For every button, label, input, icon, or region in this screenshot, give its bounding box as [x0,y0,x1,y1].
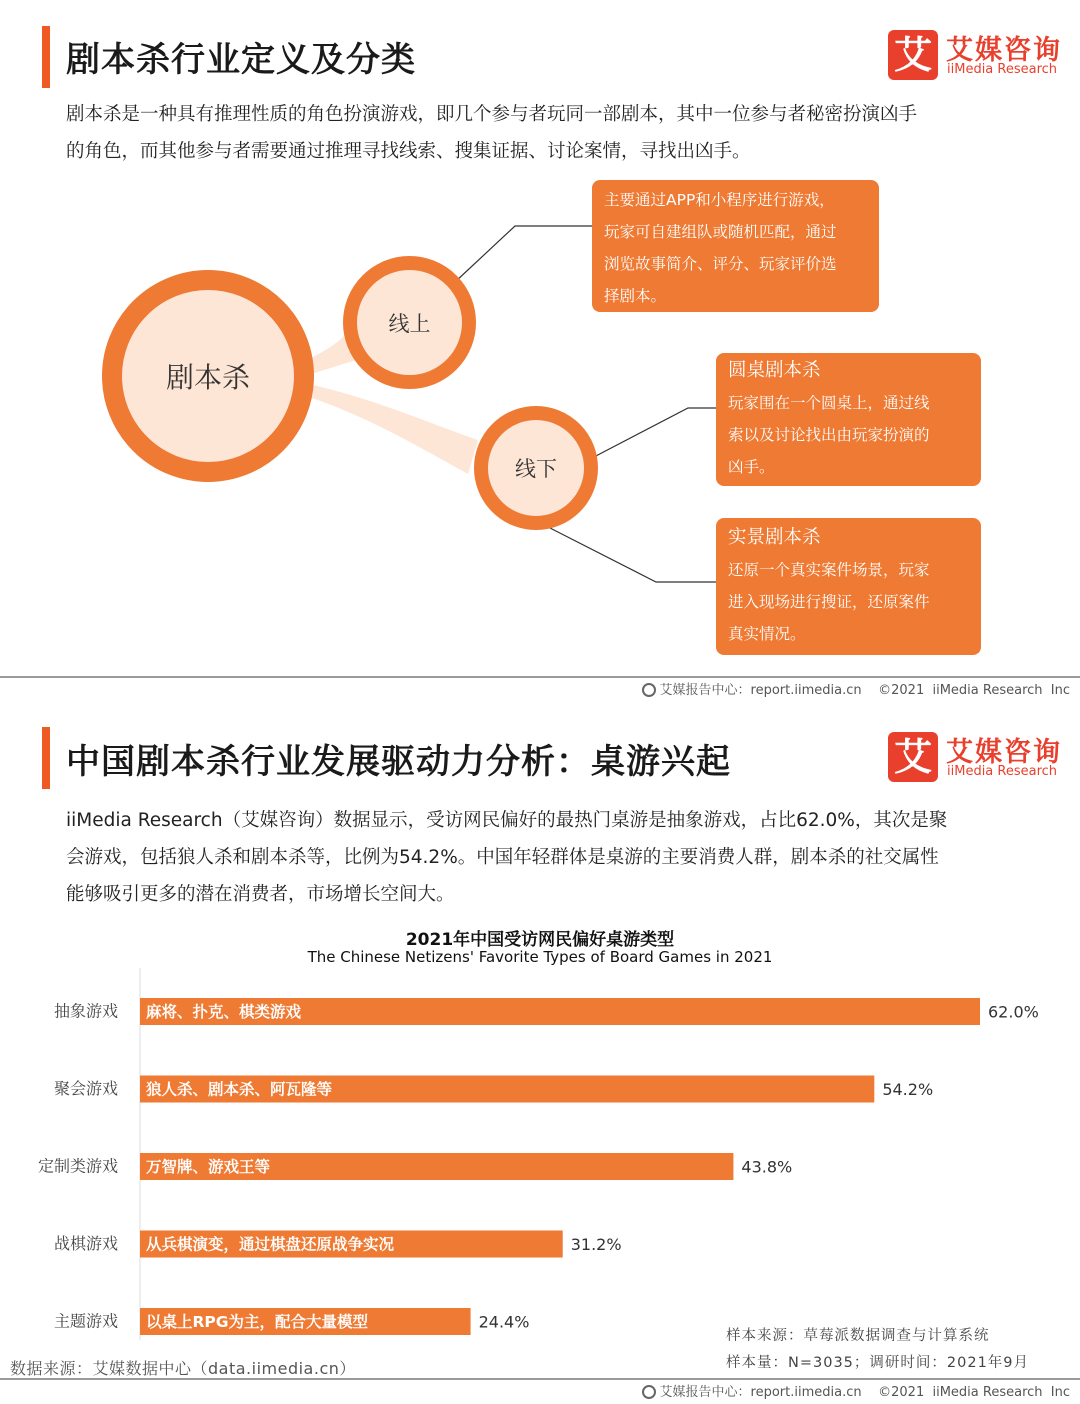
data-source-note: 数据来源：艾媒数据中心（data.iimedia.cn） [10,1359,356,1378]
logo-mark-icon: 艾 [888,732,938,782]
bar-annotation: 以桌上RPG为主，配合大量模型 [146,1313,369,1331]
section1-title: 剧本杀行业定义及分类 [66,40,416,80]
main-node-circle [102,270,314,482]
section1-intro-line-2: 的角色，而其他参与者需要通过推理寻找线索、搜集证据、讨论案情，寻找出凶手。 [66,141,751,162]
offline-node-label: 线下 [515,457,557,481]
globe-icon [642,1385,656,1399]
roundtable-title: 圆桌剧本杀 [728,360,821,381]
logo-en-text: iiMedia Research [947,62,1058,77]
section2-accent-bar [42,727,50,789]
section1-intro-line-1: 剧本杀是一种具有推理性质的角色扮演游戏，即几个参与者玩同一部剧本，其中一位参与者秘密扮演凶手 [66,104,918,125]
bar-annotation: 从兵棋演变，通过棋盘还原战争实况 [146,1235,395,1254]
roundtable-box [716,353,981,486]
logo-cn-text: 艾媒咨询 [946,35,1062,66]
value-label: 43.8% [741,1157,793,1177]
category-label: 战棋游戏 [53,1234,118,1253]
section2-title: 中国剧本杀行业发展驱动力分析：桌游兴起 [66,742,731,782]
footer-text-bottom: 艾媒报告中心：report.iimedia.cn ©2021 iiMedia Research Inc [659,1385,1070,1400]
footer-divider [0,1378,1080,1380]
logo-cn-text: 艾媒咨询 [946,737,1062,768]
roundtable-line-2: 索以及讨论找出由玩家扮演的 [728,426,930,444]
footer-bottom [0,1378,1080,1402]
bar-annotation: 狼人杀、剧本杀、阿瓦隆等 [146,1080,333,1099]
value-label: 54.2% [882,1080,934,1099]
category-label: 抽象游戏 [53,1001,118,1021]
roundtable-line-1: 玩家围在一个圆桌上，通过线 [728,394,930,412]
bar-chart [0,960,1080,1360]
section2-intro-line-3: 能够吸引更多的潜在消费者，市场增长空间大。 [66,884,455,905]
logo-bottom [888,732,1066,788]
online-desc-line-3: 浏览故事简介、评分、玩家评价选 [604,255,837,273]
footer-text-top: 艾媒报告中心：report.iimedia.cn ©2021 iiMedia Research Inc [659,683,1070,698]
reallife-line-1: 还原一个真实案件场景，玩家 [728,561,930,579]
online-desc-box [592,180,879,312]
section2-intro [66,802,1036,913]
logo-en-text: iiMedia Research [947,764,1058,779]
online-desc-line-1: 主要通过APP和小程序进行游戏， [604,191,835,209]
value-label: 62.0% [988,1002,1039,1022]
reallife-title: 实景剧本杀 [728,527,821,548]
chart-subtitle: The Chinese Netizens' Favorite Types of Board Games in 2021 [307,948,773,966]
value-label: 24.4% [478,1312,530,1332]
bar-annotation: 万智牌、游戏王等 [146,1158,271,1176]
category-label: 聚会游戏 [53,1079,118,1098]
category-label: 定制类游戏 [37,1156,118,1176]
footer-top [0,676,1080,700]
online-node-circle [343,256,476,389]
online-desc-line-2: 玩家可自建组队或随机匹配，通过 [604,223,837,241]
section2-intro-line-2: 会游戏，包括狼人杀和剧本杀等，比例为54.2%。中国年轻群体是桌游的主要消费人群，剧本杀的社交属性 [66,847,939,868]
globe-icon [642,683,656,697]
roundtable-line-3: 凶手。 [728,458,775,476]
section2-intro-line-1: iiMedia Research（艾媒咨询）数据显示，受访网民偏好的最热门桌游是抽象游戏，占比62.0%，其次是聚 [66,810,948,831]
reallife-box [716,518,981,655]
value-label: 31.2% [570,1235,622,1254]
sample-source-note: 样本来源：草莓派数据调查与计算系统 [726,1328,990,1344]
main-node-label: 剧本杀 [165,361,250,394]
online-desc-line-4: 择剧本。 [604,287,667,305]
offline-node-circle [474,406,598,530]
sample-size-note: 样本量：N=3035；调研时间：2021年9月 [726,1355,1030,1371]
footer-text [642,1381,1070,1400]
logo-mark-icon: 艾 [888,30,938,80]
footer-divider [0,676,1080,678]
reallife-line-2: 进入现场进行搜证，还原案件 [728,593,930,611]
reallife-line-3: 真实情况。 [728,625,806,643]
chart-title: 2021年中国受访网民偏好桌游类型 [405,930,675,950]
category-label: 主题游戏 [53,1311,118,1331]
online-node-label: 线上 [388,311,431,336]
bar-annotation: 麻将、扑克、棋类游戏 [146,1003,302,1021]
footer-text [642,679,1070,698]
